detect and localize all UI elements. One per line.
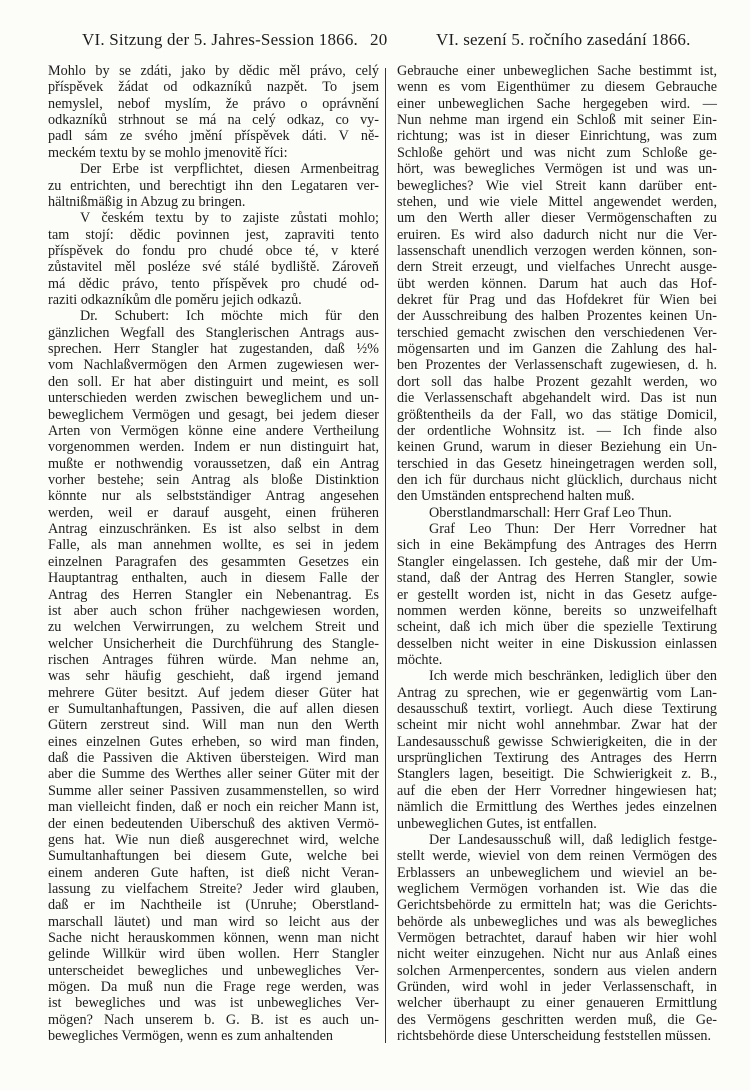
- text-line: ben Prozentes der Verlassenschaft zugewiesen, d. h.: [397, 357, 717, 374]
- text-line: daß er im Nachtheile ist (Unruhe; Oberstland-: [48, 897, 379, 914]
- text-line: ist aber auch schon früher nachgewiesen worden,: [48, 602, 379, 619]
- text-line: richtsbehörde diese Unterscheidung feststellen müssen.: [397, 1028, 712, 1045]
- text-line: scheint, daß ich mich über die spezielle Textirung: [397, 619, 717, 636]
- text-line: Ich werde mich beschränken, lediglich über den: [429, 668, 717, 685]
- text-line: welcher überhaupt zu einer genaueren Ermittlung: [397, 995, 717, 1012]
- running-header-czech: VI. sezení 5. ročního zasedání 1866.: [436, 30, 691, 49]
- left-column: [48, 63, 379, 1045]
- text-line: vom Nachlaßvermögen den Armen zugewiesen wer-: [48, 357, 379, 374]
- text-line: zůstavitel měl posléze své stálé bydliště. Zároveň: [48, 259, 379, 276]
- text-line: den ich für durchaus nicht glücklich, durchaus nicht: [397, 471, 717, 488]
- text-line: Vermögen betrachtet, darauf haben wir hier wohl: [397, 930, 717, 947]
- paragraph: [397, 521, 717, 668]
- text-line: um den Werth aller dieser Vermögenschaften zu: [397, 210, 717, 227]
- text-line: behörde als unbewegliches und was als bewegliches: [397, 913, 717, 930]
- text-line: wenn es vom Eigenthümer zu diesem Gebrauche: [397, 79, 717, 96]
- text-line: Graf Leo Thun: Der Herr Vorredner hat: [429, 521, 717, 538]
- text-line: mögen? Nach unserem b. G. B. ist es auch un-: [48, 1011, 379, 1028]
- text-line: hältnißmäßig in Abzug zu bringen.: [48, 193, 246, 210]
- text-line: Mohlo by se zdáti, jako by dědic měl právo, celý: [48, 63, 379, 79]
- text-line: Sumultanhaftungen bei diesem Gute, welche bei: [48, 848, 379, 865]
- text-line: dort soll das halbe Prozent gezahlt werden, wo: [397, 373, 717, 390]
- text-line: Antrag zu sprechen, wie er gegenwärtig vom Lan-: [397, 684, 717, 701]
- text-line: hört, was bewegliches Vermögen ist und was un-: [397, 161, 717, 178]
- text-line: příspěvek do fondu pro chudé obce té, v které: [48, 242, 379, 259]
- text-line: übt werden können. Darum hat auch das Hof-: [397, 275, 717, 292]
- text-line: rischen Antrages führen würde. Man nehme an,: [48, 651, 379, 668]
- text-line: nemyslel, nebof myslím, že právo o oprávnění: [48, 95, 379, 112]
- text-line: bewegliches? Wie viel Streit kann darüber ent-: [397, 177, 717, 194]
- paragraph: [48, 161, 379, 210]
- text-line: Landesausschuß gewisse Schwierigkeiten, die in der: [397, 733, 717, 750]
- text-line: Summe aller seiner Passiven zusammenstellen, so wird: [48, 782, 379, 799]
- text-line: odkazníků strhnout se má na celý odkaz, co vy-: [48, 112, 379, 129]
- text-line: der Ausschreibung des halben Prozentes keinen Un-: [397, 308, 717, 325]
- text-line: mögensarten und im Ganzen die Zahlung des hal-: [397, 341, 717, 358]
- text-line: beweglichem Vermögen und gesagt, bei jedem dieser: [48, 406, 379, 423]
- text-line: mehrere Güter besitzt. Auf jedem dieser Güter hat: [48, 684, 379, 701]
- text-line: Antrag einzuschränken. Es ist also selbst in dem: [48, 521, 379, 538]
- text-line: der ordentliche Wohnsitz ist. — Ich finde also: [397, 422, 717, 439]
- paragraph: [397, 505, 717, 521]
- text-line: mußte er nothwendig voraussetzen, daß ein Antrag: [48, 455, 379, 472]
- text-line: zu entrichten, und berechtigt ihn den Legataren ver-: [48, 177, 379, 194]
- text-line: marschall läutet) und man wird so leicht aus der: [48, 913, 379, 930]
- text-line: má dědic právo, tento příspěvek pro chudé od-: [48, 275, 379, 292]
- text-line: werden, weil er darauf ausgeht, einen früheren: [48, 504, 379, 521]
- text-line: Dr. Schubert: Ich möchte mich für den: [80, 308, 379, 325]
- text-line: terschied gemacht zwischen den verschiedenen Ver-: [397, 324, 717, 341]
- running-header-german: VI. Sitzung der 5. Jahres-Session 1866.: [82, 30, 358, 49]
- text-line: möchte.: [397, 651, 443, 668]
- text-line: nämlich die Ermittlung des Werthes jedes einzelnen: [397, 799, 717, 816]
- text-line: Nun nehme man irgend ein Schloß mit seiner Ein-: [397, 112, 717, 129]
- text-line: Antrag des Herren Stangler ein Nebenantrag. Es: [48, 586, 379, 603]
- text-line: terschied in das Gesetz hineingetragen werden soll,: [397, 455, 717, 472]
- text-line: Gerichtsbehörde zu ermitteln hat; was die Gerichts-: [397, 897, 717, 914]
- text-line: Sache nicht herauskommen können, wenn man nicht: [48, 930, 379, 947]
- text-line: auf die eben der Herr Vorredner hingewiesen hat;: [397, 782, 717, 799]
- text-line: nommen werden könne, bereits so unzweifelhaft: [397, 602, 717, 619]
- text-line: Oberstlandmarschall: Herr Graf Leo Thun.: [429, 504, 672, 521]
- text-line: des Vermögens geschritten werden muß, die Ge-: [397, 1011, 717, 1028]
- text-line: solchen Armenpercentes, sondern aus vielen andern: [397, 962, 717, 979]
- text-line: Stanglers lagen, beseitigt. Die Schwierigkeit z. B.,: [397, 766, 717, 783]
- text-line: příspěvek žádat od odkazníků nazpět. To jsem: [48, 79, 379, 96]
- text-line: padl sám ze svého jmění příspěvek dáti. V ně-: [48, 128, 379, 145]
- text-line: zu welchen Verwirrungen, zu welchem Streit und: [48, 619, 379, 636]
- page-number: 20: [370, 30, 388, 49]
- text-line: einzelnen Paragrafen des gesammten Gesetzes ein: [48, 553, 379, 570]
- paragraph: [48, 210, 379, 308]
- text-line: die Verlassenschaft abgehandelt wird. Das ist nun: [397, 390, 717, 407]
- text-line: desselben nicht weiter in eine Diskussion einlassen: [397, 635, 717, 652]
- text-line: sich in eine Bekämpfung des Antrages des Herrn: [397, 537, 717, 554]
- text-line: raziti odkazníkům dle poměru jejich odkazů.: [48, 292, 302, 309]
- text-line: Falle, als man annehmen wollte, es sei in jedem: [48, 537, 379, 554]
- text-line: Schloße gehört und was nicht zum Schloße ge-: [397, 144, 717, 161]
- text-line: der einen bedeutenden Uiberschuß des aktiven Vermö-: [48, 815, 379, 832]
- text-line: er gestellt worden ist, nicht in das Gesetz aufge-: [397, 586, 717, 603]
- paragraph: [397, 63, 717, 505]
- text-line: nicht weiter einzugehen. Nicht nur aus Anlaß eines: [397, 946, 717, 963]
- text-line: daß die Passiven die Aktiven übersteigen. Wird man: [48, 750, 379, 767]
- paragraph: [48, 308, 379, 1044]
- paragraph: [48, 63, 379, 161]
- text-line: ist bewegliches und was ist unbewegliches Ver-: [48, 995, 379, 1012]
- text-line: stehen, und wie viele Mittel angewendet werden,: [397, 193, 717, 210]
- text-line: den soll. Er hat aber distinguirt und meint, es soll: [48, 373, 379, 390]
- text-line: aber die Summe des Werthes aller seiner Güter mit der: [48, 766, 379, 783]
- text-line: er Sumultanhaftungen, Passiven, die auf allen diesen: [48, 701, 379, 718]
- text-line: lassenschaft unendlich verzogen werden können, son-: [397, 242, 717, 259]
- text-line: tam stojí: dědic povinnen jest, zapraviti tento: [48, 226, 379, 243]
- text-line: vorher bestehe; sein Antrag als bloße Distinktion: [48, 471, 379, 488]
- text-line: man vielleicht finden, daß er noch ein reicher Mann ist,: [48, 799, 379, 816]
- text-line: vorgenommen werden. Indem er nun distinguirt hat,: [48, 439, 379, 456]
- text-line: Gründen, wird wohl in jeder Verlassenschaft, in: [397, 979, 717, 996]
- text-line: Hauptantrag enthalten, auch in diesem Falle der: [48, 570, 379, 587]
- text-line: was sehr häufig geschieht, daß irgend jemand: [48, 668, 379, 685]
- text-line: eruiren. Es wird also dadurch nicht nur die Ver-: [397, 226, 717, 243]
- paragraph: [397, 668, 717, 832]
- text-line: sprechen. Herr Stangler hat zugestanden, daß ½%: [48, 341, 379, 358]
- text-line: gens hat. Wie nun dieß ausgerechnet wird, welche: [48, 831, 379, 848]
- text-line: könnte nur als selbstständiger Antrag angesehen: [48, 488, 379, 505]
- paragraph: [397, 832, 717, 1045]
- text-line: lassung zu vielfachem Streite? Jeder wird glauben,: [48, 880, 379, 897]
- right-column: [397, 63, 717, 1045]
- text-line: Stangler eingelassen. Ich gestehe, daß mir der Um-: [397, 553, 717, 570]
- text-line: Der Erbe ist verpflichtet, diesen Armenbeitrag: [80, 161, 379, 178]
- text-line: unbeweglichen Gutes, ist entfallen.: [397, 815, 597, 832]
- text-line: meckém textu by se mohlo jmenovitě říci:: [48, 144, 288, 161]
- text-line: dern Streit erzeugt, und vielfaches Unrecht ausge-: [397, 259, 717, 276]
- text-line: desausschuß textirt, vorliegt. Auch diese Textirung: [397, 701, 717, 718]
- text-line: stand, daß der Antrag des Herren Stangler, sowie: [397, 570, 717, 587]
- text-line: richtung; was ist in dieser Einrichtung, was zum: [397, 128, 717, 145]
- text-line: ursprünglichen Textirung des Antrages des Herrn: [397, 750, 717, 767]
- text-line: keinen Grund, warum in dieser Beziehung ein Un-: [397, 439, 717, 456]
- text-line: scheint mir nicht wohl annehmbar. Zwar hat der: [397, 717, 717, 734]
- text-line: gelinde Willkür wird üben wollen. Herr Stangler: [48, 946, 379, 963]
- text-line: mögen. Da muß nun die Frage rege werden, was: [48, 979, 379, 996]
- column-divider: [385, 68, 386, 1043]
- text-line: unterschieden werden zwischen beweglichem und un-: [48, 390, 379, 407]
- text-line: einem anderen Gute haften, ist dieß nicht Veran-: [48, 864, 379, 881]
- text-line: größtentheils da der Fall, wo das stätige Domicil,: [397, 406, 717, 423]
- text-line: stellt werde, wieviel von dem reinen Vermögen des: [397, 848, 717, 865]
- text-line: welcher Unsicherheit die Durchführung des Stangle-: [48, 635, 379, 652]
- text-line: unterscheidet bewegliches und unbewegliches Ver-: [48, 962, 379, 979]
- text-line: einer unbeweglichen Sache hergegeben wird. —: [397, 95, 717, 112]
- text-line: dekret für Prag und das Hofdekret für Wien bei: [397, 292, 717, 309]
- text-line: Gebrauche einer unbeweglichen Sache bestimmt ist,: [397, 63, 717, 79]
- text-line: Arten von Vermögen könne eine andere Vertheilung: [48, 422, 379, 439]
- text-line: Der Landesausschuß will, daß lediglich festge-: [429, 831, 717, 848]
- text-line: weglichem Vermögen vorhanden ist. Wie das die: [397, 880, 717, 897]
- text-line: den Umständen entsprechend halten muß.: [397, 488, 635, 505]
- text-line: bewegliches Vermögen, wenn es zum anhaltenden: [48, 1028, 333, 1045]
- text-line: V českém textu by to zajiste zůstati mohlo;: [80, 210, 379, 227]
- text-line: eines einzelnen Gutes erheben, so wird man finden,: [48, 733, 379, 750]
- text-line: Gütern zerstreut sind. Will man nun den Werth: [48, 717, 379, 734]
- text-line: gänzlichen Wegfall des Stanglerischen Antrags aus-: [48, 324, 379, 341]
- text-line: Erblassers an unbeweglichem und wieviel an be-: [397, 864, 717, 881]
